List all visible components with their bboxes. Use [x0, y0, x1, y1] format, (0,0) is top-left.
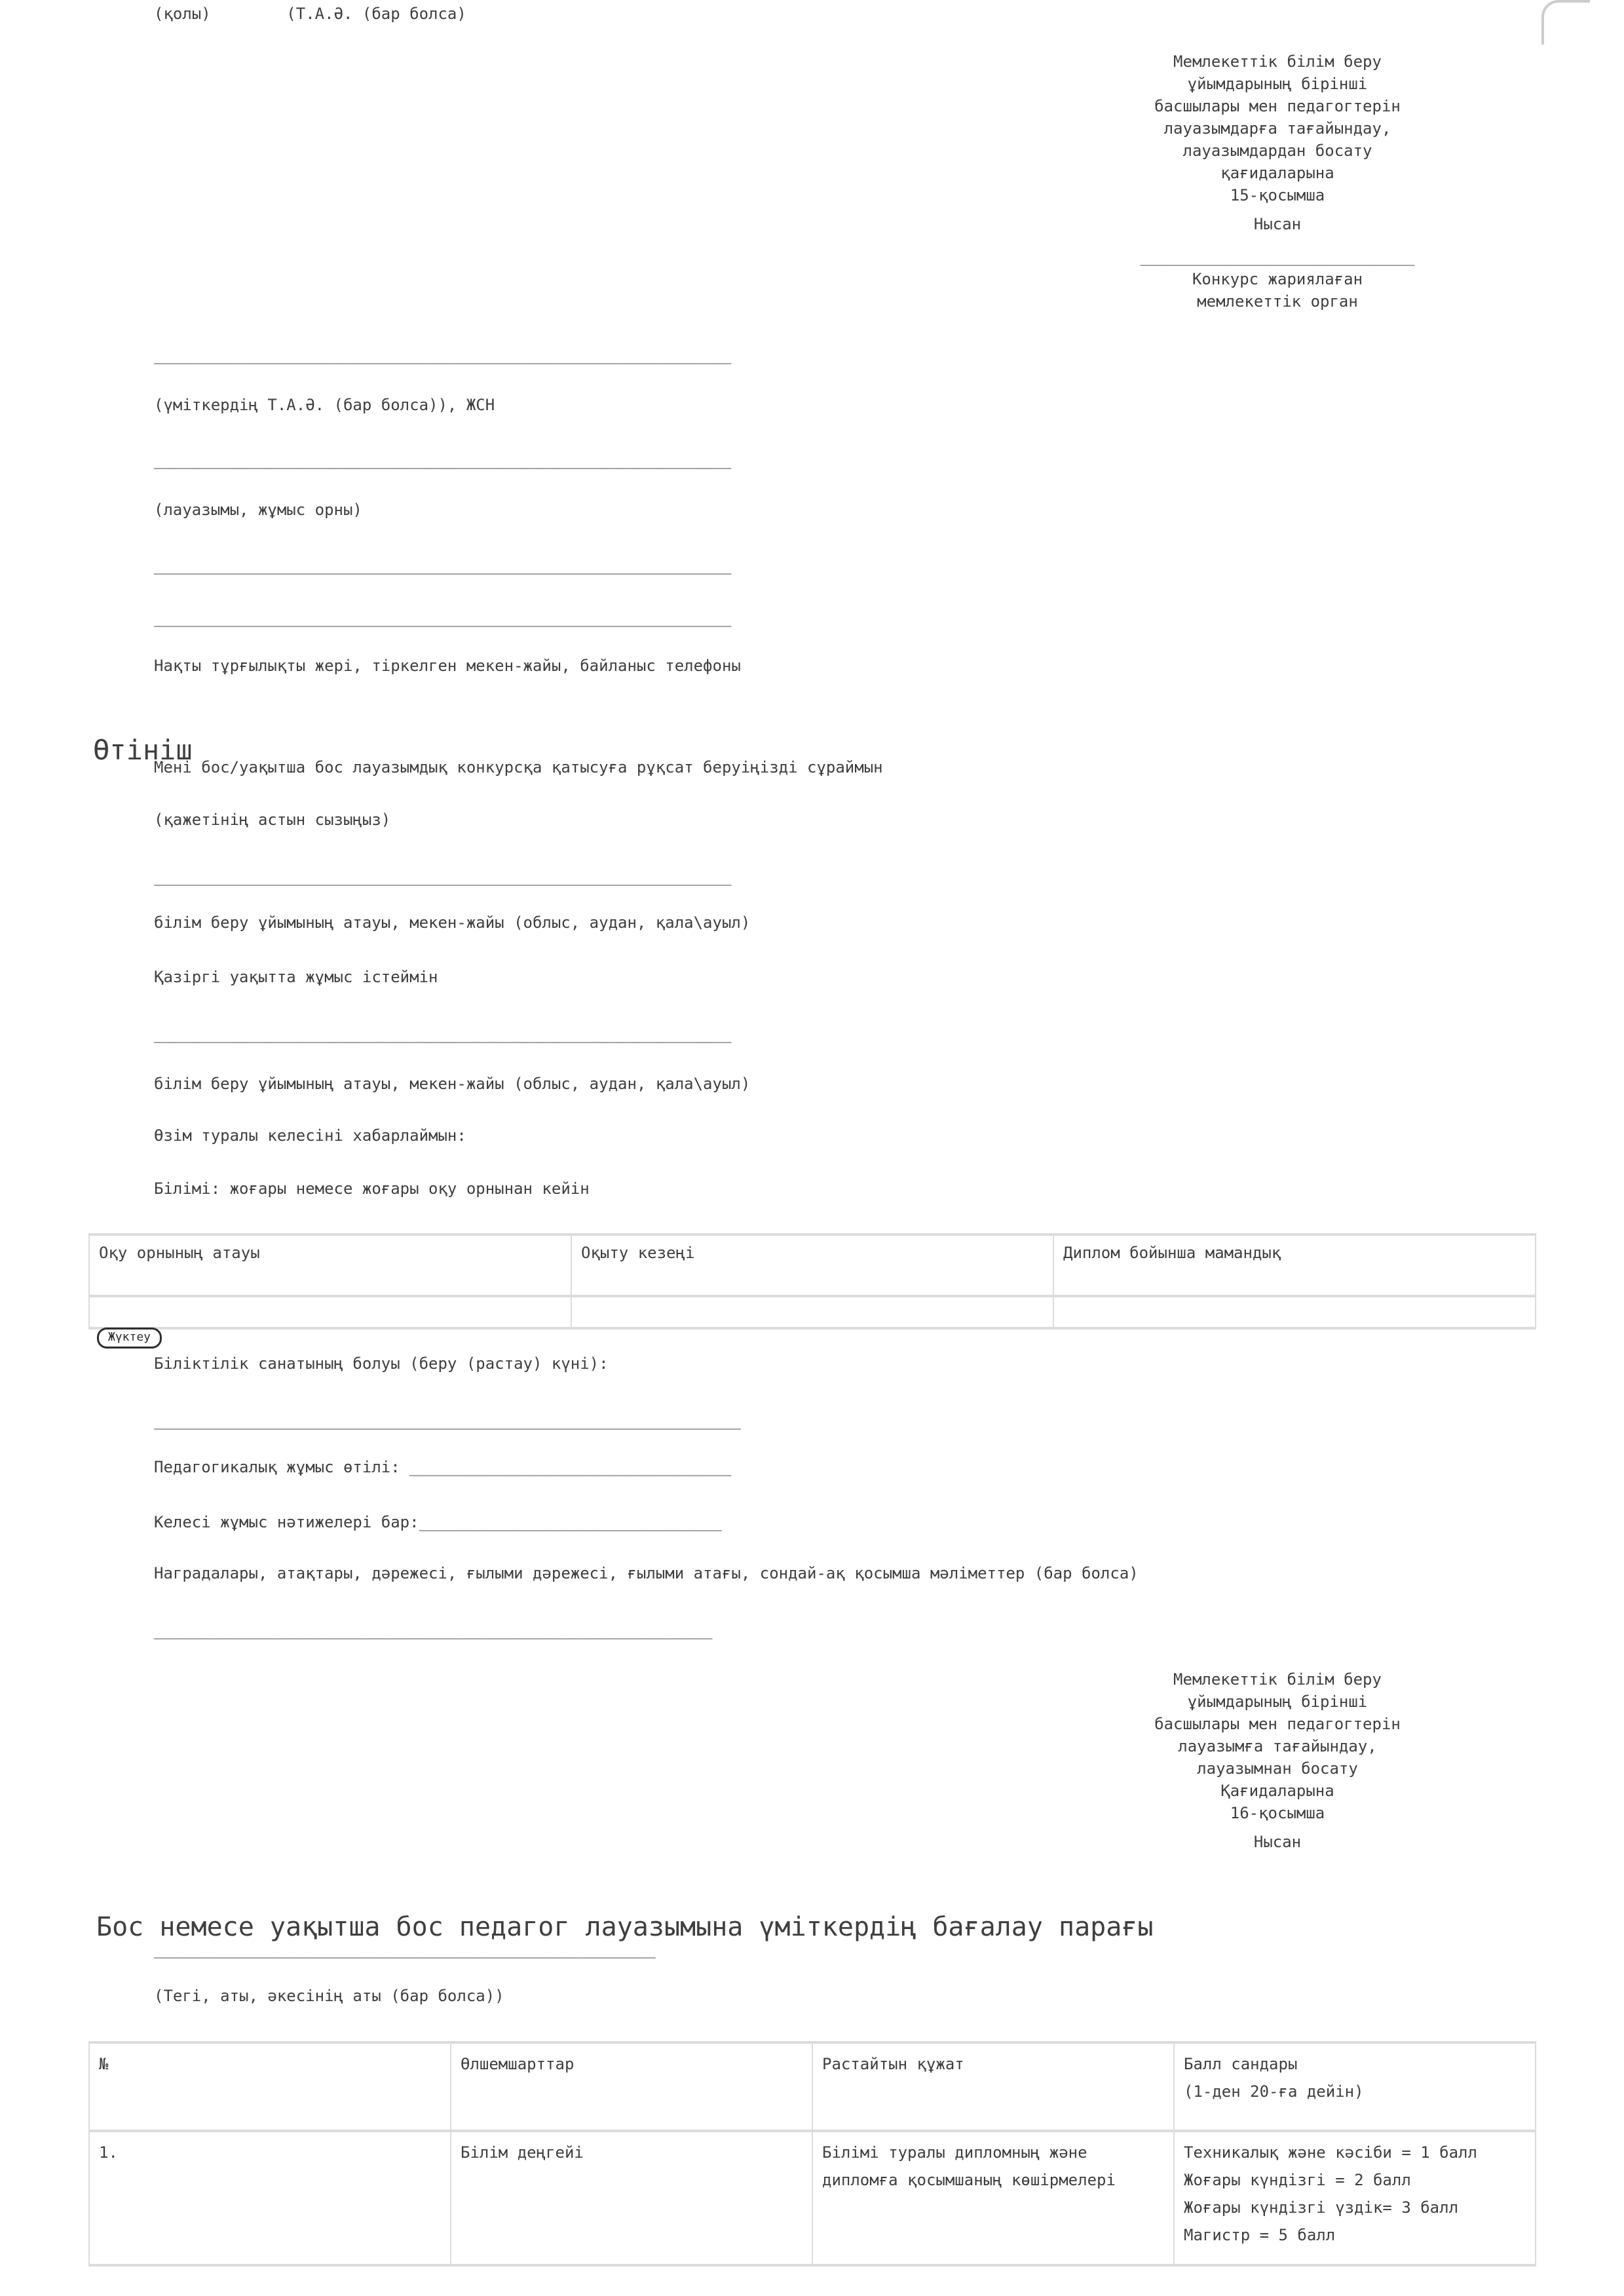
education-table-header-specialty: Диплом бойынша мамандық — [1053, 1234, 1536, 1296]
candidate-fullname-caption: (Тегі, аты, әкесінің аты (бар болса)) — [154, 1987, 504, 2005]
document-cell: Білімі туралы дипломның және дипломға қосымшаның көшірмелері — [812, 2131, 1174, 2265]
education-org-caption: білім беру ұйымының атауы, мекен-жайы (облыс, аудан, қала\ауыл) — [154, 913, 751, 932]
score-line: Жоғары күндізгі = 2 балл — [1184, 2171, 1411, 2189]
education-table-cell[interactable] — [1053, 1296, 1536, 1328]
teaching-experience-label: Педагогикалық жұмыс өтілі: — [154, 1458, 410, 1476]
appendix-16-line: ұйымдарының бірінші — [1187, 1693, 1368, 1711]
qualification-category-text: Біліктілік санатының болуы (беру (растау) күні): — [154, 1354, 609, 1373]
application-request-text: Мені бос/уақытша бос лауазымдық конкурсқа қатысуға рұқсат беруіңізді сұраймын — [154, 758, 883, 776]
appendix-16-line: басшылары мен педагогтерін — [1154, 1715, 1401, 1733]
points-header-line: Балл сандары — [1184, 2055, 1298, 2073]
appendix-15-header-block — [1074, 50, 1481, 313]
appendix-15-line: 15-қосымша — [1230, 186, 1325, 204]
signature-caption-line: (қолы) (Т.А.Ә. (бар болса) — [154, 5, 466, 23]
appendix-15-line: лауазымдардан босату — [1182, 142, 1372, 160]
education-table-empty-row — [89, 1296, 1536, 1328]
education-table — [88, 1233, 1536, 1330]
blank-line: __________________________________ — [409, 1458, 732, 1476]
row-number-cell: 1. — [89, 2131, 451, 2265]
score-line: Техникалық және кәсіби = 1 балл — [1184, 2143, 1477, 2162]
blank-line: _____________________________________________________ — [154, 1940, 656, 1959]
position-caption: (лауазымы, жұмыс орны) — [154, 501, 362, 519]
appendix-15-line: лауазымдарға тағайындау, — [1163, 119, 1391, 138]
evaluation-table-header-criteria: Өлшемшарттар — [451, 2042, 812, 2131]
upload-button[interactable]: Жүктеу — [97, 1328, 162, 1349]
blank-line: _____________________________________________________________ — [154, 451, 732, 469]
scores-cell — [1174, 2131, 1536, 2265]
blank-line: _____________________________________________________________ — [154, 609, 732, 627]
education-table-cell[interactable] — [89, 1296, 571, 1328]
teaching-experience-line — [154, 1456, 731, 1478]
form-label: Нысан — [1253, 1833, 1302, 1851]
appendix-16-header-block — [1074, 1668, 1481, 1853]
form-label: Нысан — [1253, 215, 1302, 233]
evaluation-table-row — [89, 2131, 1536, 2265]
points-range-line: (1-ден 20-ға дейін) — [1184, 2082, 1364, 2101]
candidate-name-caption: (үміткердің Т.А.Ә. (бар болса)), ЖСН — [154, 396, 495, 414]
score-line: Магистр = 5 балл — [1184, 2226, 1336, 2244]
evaluation-table-header-row — [89, 2042, 1536, 2131]
current-work-text: Қазіргі уақытта жұмыс істеймін — [154, 968, 438, 986]
education-table-header-period: Оқыту кезеңі — [571, 1234, 1053, 1296]
appendix-16-line: Қағидаларына — [1220, 1782, 1334, 1800]
appendix-16-line: лауазымға тағайындау, — [1178, 1737, 1377, 1755]
score-line: Жоғары күндізгі үздік= 3 балл — [1184, 2198, 1459, 2217]
appendix-16-line: 16-қосымша — [1230, 1804, 1325, 1822]
criterion-cell: Білім деңгейі — [451, 2131, 812, 2265]
blank-line: ______________________________________________________________ — [154, 1411, 741, 1430]
appendix-16-line: Мемлекеттік білім беру — [1173, 1670, 1382, 1689]
address-caption: Нақты тұрғылықты жері, тіркелген мекен-жайы, байланыс телефоны — [154, 657, 741, 675]
application-title: Өтініш — [93, 734, 193, 767]
announcing-authority-line: Конкурс жариялаған — [1192, 270, 1363, 288]
appendix-15-line: басшылары мен педагогтерін — [1154, 97, 1401, 115]
announcing-authority-line: мемлекеттік орган — [1197, 292, 1358, 311]
evaluation-table-header-number: № — [89, 2042, 451, 2131]
work-results-label: Келесі жұмыс нәтижелері бар: — [154, 1513, 419, 1531]
education-table-header-row — [89, 1234, 1536, 1296]
appendix-15-line: ұйымдарының бірінші — [1187, 75, 1368, 93]
evaluation-table-header-document: Растайтын құжат — [812, 2042, 1174, 2131]
education-level-text: Білімі: жоғары немесе жоғары оқу орнынан кейін — [154, 1179, 590, 1198]
blank-line: _____________________________________________________________ — [154, 556, 732, 575]
awards-text: Наградалары, атақтары, дәрежесі, ғылыми дәрежесі, ғылыми атағы, сондай-ақ қосымша мәліметтер (бар болса) — [154, 1564, 1139, 1582]
education-org-caption: білім беру ұйымының атауы, мекен-жайы (облыс, аудан, қала\ауыл) — [154, 1075, 751, 1093]
underline-instruction: (қажетінің астын сызыңыз) — [154, 811, 391, 829]
education-table-cell[interactable] — [571, 1296, 1053, 1328]
blank-line: _____________________________________________________________ — [154, 346, 732, 364]
blank-line: ________________________________ — [419, 1513, 722, 1531]
work-results-line — [154, 1511, 722, 1533]
blank-line: _____________________________________________________________ — [154, 1025, 732, 1043]
evaluation-sheet-title: Бос немесе уақытша бос педагог лауазымына үміткердің бағалау парағы — [96, 1912, 1154, 1943]
about-me-text: Өзім туралы келесіні хабарлаймын: — [154, 1126, 466, 1145]
evaluation-table-header-points — [1174, 2042, 1536, 2131]
blank-line: ___________________________________________________________ — [154, 1621, 713, 1639]
appendix-15-line: қағидаларына — [1220, 164, 1334, 182]
appendix-16-line: лауазымнан босату — [1197, 1759, 1358, 1778]
blank-line: _____________________________ — [1140, 248, 1415, 266]
evaluation-table — [88, 2041, 1536, 2267]
education-table-header-institution: Оқу орнының атауы — [89, 1234, 571, 1296]
appendix-15-line: Мемлекеттік білім беру — [1173, 52, 1382, 71]
blank-line: _____________________________________________________________ — [154, 868, 732, 886]
rounded-corner-decoration — [1541, 0, 1590, 45]
